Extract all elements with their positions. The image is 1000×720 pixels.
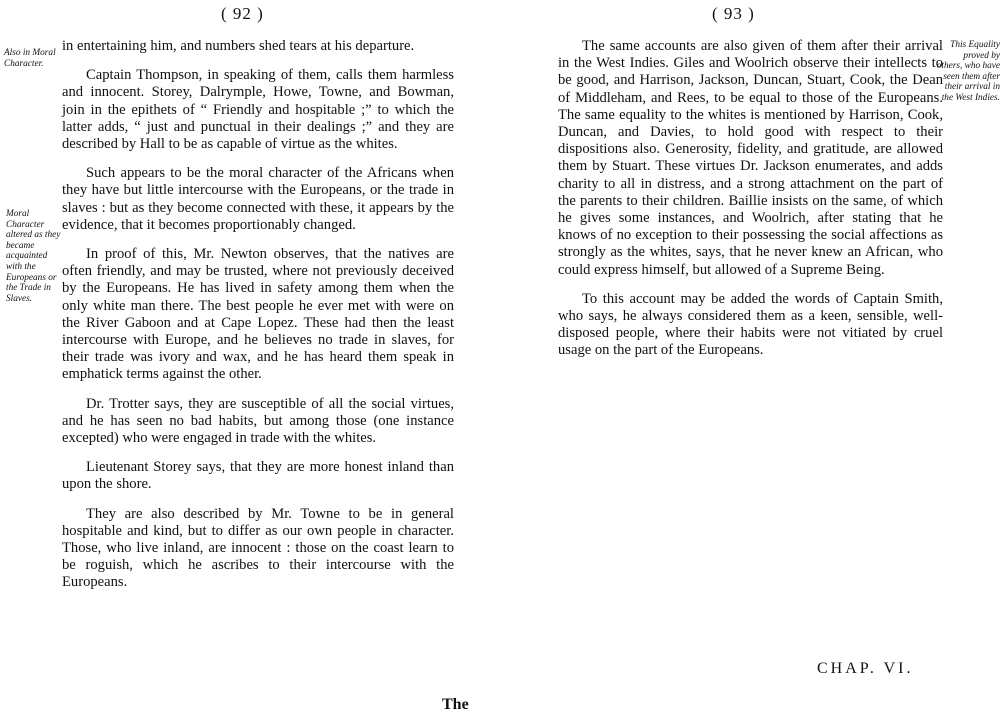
paragraph: in entertaining him, and numbers shed tears at his departure. xyxy=(62,38,415,54)
paragraph: Lieutenant Storey says, that they are more honest inland than upon the shore. xyxy=(62,459,454,493)
paragraph: The same accounts are also given of them after their arrival in the West Indies. Giles and Woolrich observe their intellects to be good, and Harrison, Jackson, Duncan, Stuart, Cook, the Dean of Middleham, and Rees, to be equal to those of the Europeans. The same equality to the whites is mentioned by Harrison, Cook, Duncan, and Davies, to hold good with respect to their dispositions also. Generosity, fidelity, and gratitude, are allowed them by Stuart. These virtues Dr. Jackson enumerates, and adds charity to all in distress, and a strong attachment on the part of the parents to their children. Baillie insists on the same, of which he gives some instances, and Woolrich, after stating that he knows of no exception to their possessing the social affections as strongly as the whites, says, that he never knew an African, who could express himself, but allowed of a Supreme Being. xyxy=(558,38,943,278)
page-number-right: ( 93 ) xyxy=(712,4,755,23)
chapter-heading: CHAP. VI. xyxy=(817,660,914,677)
margin-note-1: Also in Moral Character. xyxy=(4,48,56,69)
page-number-left: ( 92 ) xyxy=(221,4,264,23)
paragraph: They are also described by Mr. Towne to be in general hospitable and kind, but to differ as our own people in character. Those, who live inland, are innocent : those on the coast learn to be roguish, which he ascribes to their intercourse with the Europeans. xyxy=(62,505,454,591)
paragraph: To this account may be added the words of Captain Smith, who says, he always considered them as a keen, sensible, well-disposed people, where their habits were not vitiated by cruel usage on the part of the Europeans. xyxy=(558,290,943,359)
left-body xyxy=(62,38,454,604)
right-body xyxy=(558,38,943,372)
paragraph: Such appears to be the moral character of the Africans when they have but little intercourse with the Europeans, or the trade in slaves : but as they become connected with these, it appears by the evidence, that it becomes proportionably changed. xyxy=(62,165,454,233)
paragraph: Dr. Trotter says, they are susceptible of all the social virtues, and he has seen no bad habits, but among those (one instance excepted) who were engaged in trade with the whites. xyxy=(62,395,454,447)
paragraph: In proof of this, Mr. Newton observes, that the natives are often friendly, and may be trusted, where not previously deceived by the Europeans. He has lived in safety among them when the only white man there. The best people he ever met with were on the River Gaboon and at Cape Lopez. These had then the least intercourse with Europe, and he believes no trade in slaves, for their trade was ivory and wax, and he has heard them speak in emphatick terms against the other. xyxy=(62,246,454,383)
margin-note-2: Moral Character altered as they became acquainted with the Europeans or the Trade in Slaves. xyxy=(6,209,61,304)
paragraph: Captain Thompson, in speaking of them, calls them harmless and innocent. Storey, Dalrymple, Howe, Towne, and Bowman, join in the epithets of “ Friendly and hospitable ;” to which the latter adds, “ just and punctual in their dealings ;” and they are described by Hall to be as capable of virtue as the whites. xyxy=(62,67,454,153)
margin-note-right: This Equality proved by others, who have seen them after their arrival in the West Indies. xyxy=(936,40,1000,103)
catchword: The xyxy=(442,696,469,713)
